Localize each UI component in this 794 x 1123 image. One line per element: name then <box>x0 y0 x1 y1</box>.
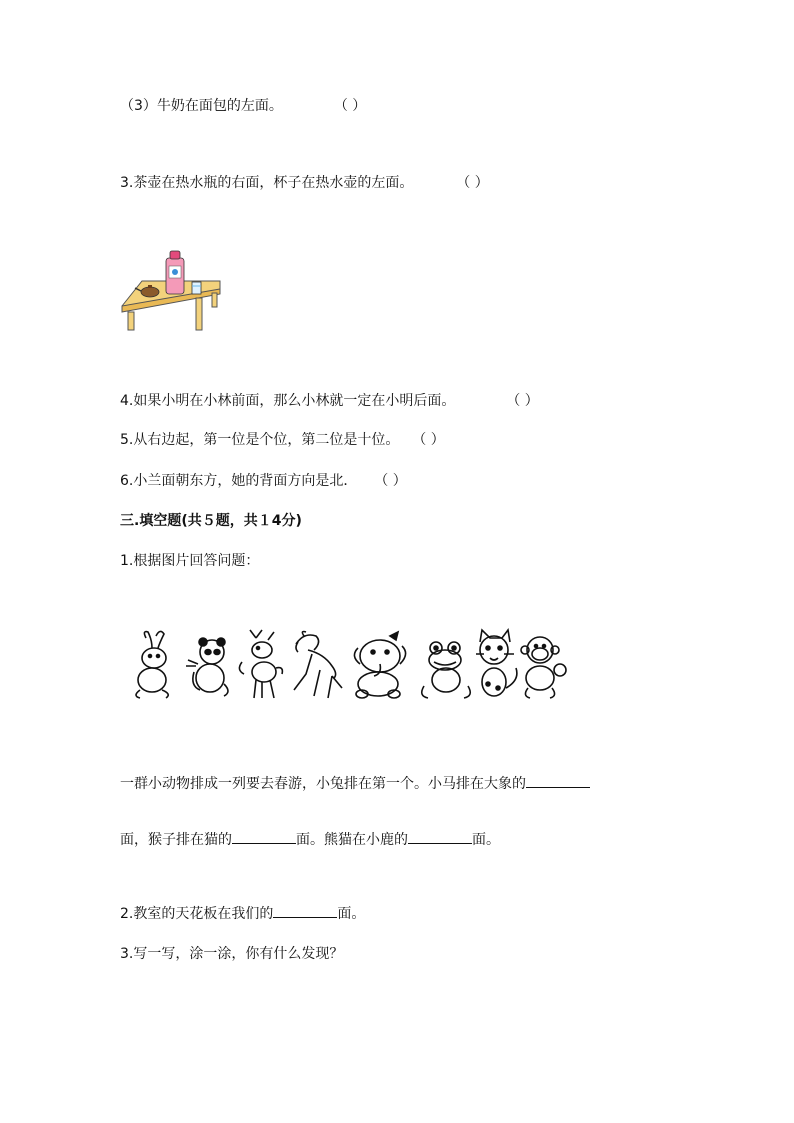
answer-paren[interactable]: （ ） <box>333 98 367 114</box>
deer-figure <box>239 630 282 698</box>
answer-blank[interactable] <box>232 829 296 844</box>
answer-paren[interactable]: （ ） <box>506 393 539 409</box>
question-text: （3）牛奶在面包的左面。 <box>120 98 283 114</box>
horse-figure <box>294 632 342 699</box>
fill-q1-line2 <box>120 829 500 850</box>
question-text: 6.小兰面朝东方，她的背面方向是北． <box>120 473 358 489</box>
question-4 <box>120 391 539 411</box>
question-6 <box>120 471 407 491</box>
sentence-text: 面。 <box>337 906 366 922</box>
monkey-figure <box>521 637 566 698</box>
answer-paren[interactable]: （ ） <box>374 473 407 489</box>
animals-illustration <box>128 628 568 704</box>
answer-blank[interactable] <box>526 773 590 788</box>
question-5 <box>120 430 445 450</box>
question-text: 3.茶壶在热水瓶的右面，杯子在热水壶的左面。 <box>120 175 414 191</box>
sentence-text: 面。熊猫在小鹿的 <box>296 832 408 848</box>
question-2-3 <box>120 96 366 116</box>
sentence-text: 2.教室的天花板在我们的 <box>120 906 274 922</box>
fill-q1-line1 <box>120 773 590 794</box>
table-illustration <box>120 248 222 332</box>
sentence-text: 面，猴子排在猫的 <box>120 832 232 848</box>
fill-question-2 <box>120 903 365 924</box>
frog-figure <box>422 642 471 698</box>
cup <box>192 282 201 294</box>
sentence-text: 面。 <box>472 832 500 848</box>
sentence-text: 一群小动物排成一列要去春游，小兔排在第一个。小马排在大象的 <box>120 776 526 792</box>
cat-figure <box>476 630 517 696</box>
section-title: 三.填空题(共５题，共１4分) <box>120 513 302 529</box>
answer-blank[interactable] <box>273 903 337 918</box>
question-text: 4.如果小明在小林前面，那么小林就一定在小明后面。 <box>120 393 456 409</box>
elephant-figure <box>354 632 405 698</box>
question-3 <box>120 173 489 193</box>
fill-question-3: 3.写一写，涂一涂，你有什么发现？ <box>120 946 344 962</box>
panda-figure <box>186 638 228 696</box>
answer-blank[interactable] <box>408 829 472 844</box>
answer-paren[interactable]: （ ） <box>456 175 489 191</box>
rabbit-figure <box>136 631 168 698</box>
fill-question-1: 1.根据图片回答问题： <box>120 553 260 569</box>
answer-paren[interactable]: （ ） <box>412 432 445 448</box>
teapot <box>141 287 159 297</box>
question-text: 5.从右边起，第一位是个位，第二位是十位。 <box>120 432 400 448</box>
